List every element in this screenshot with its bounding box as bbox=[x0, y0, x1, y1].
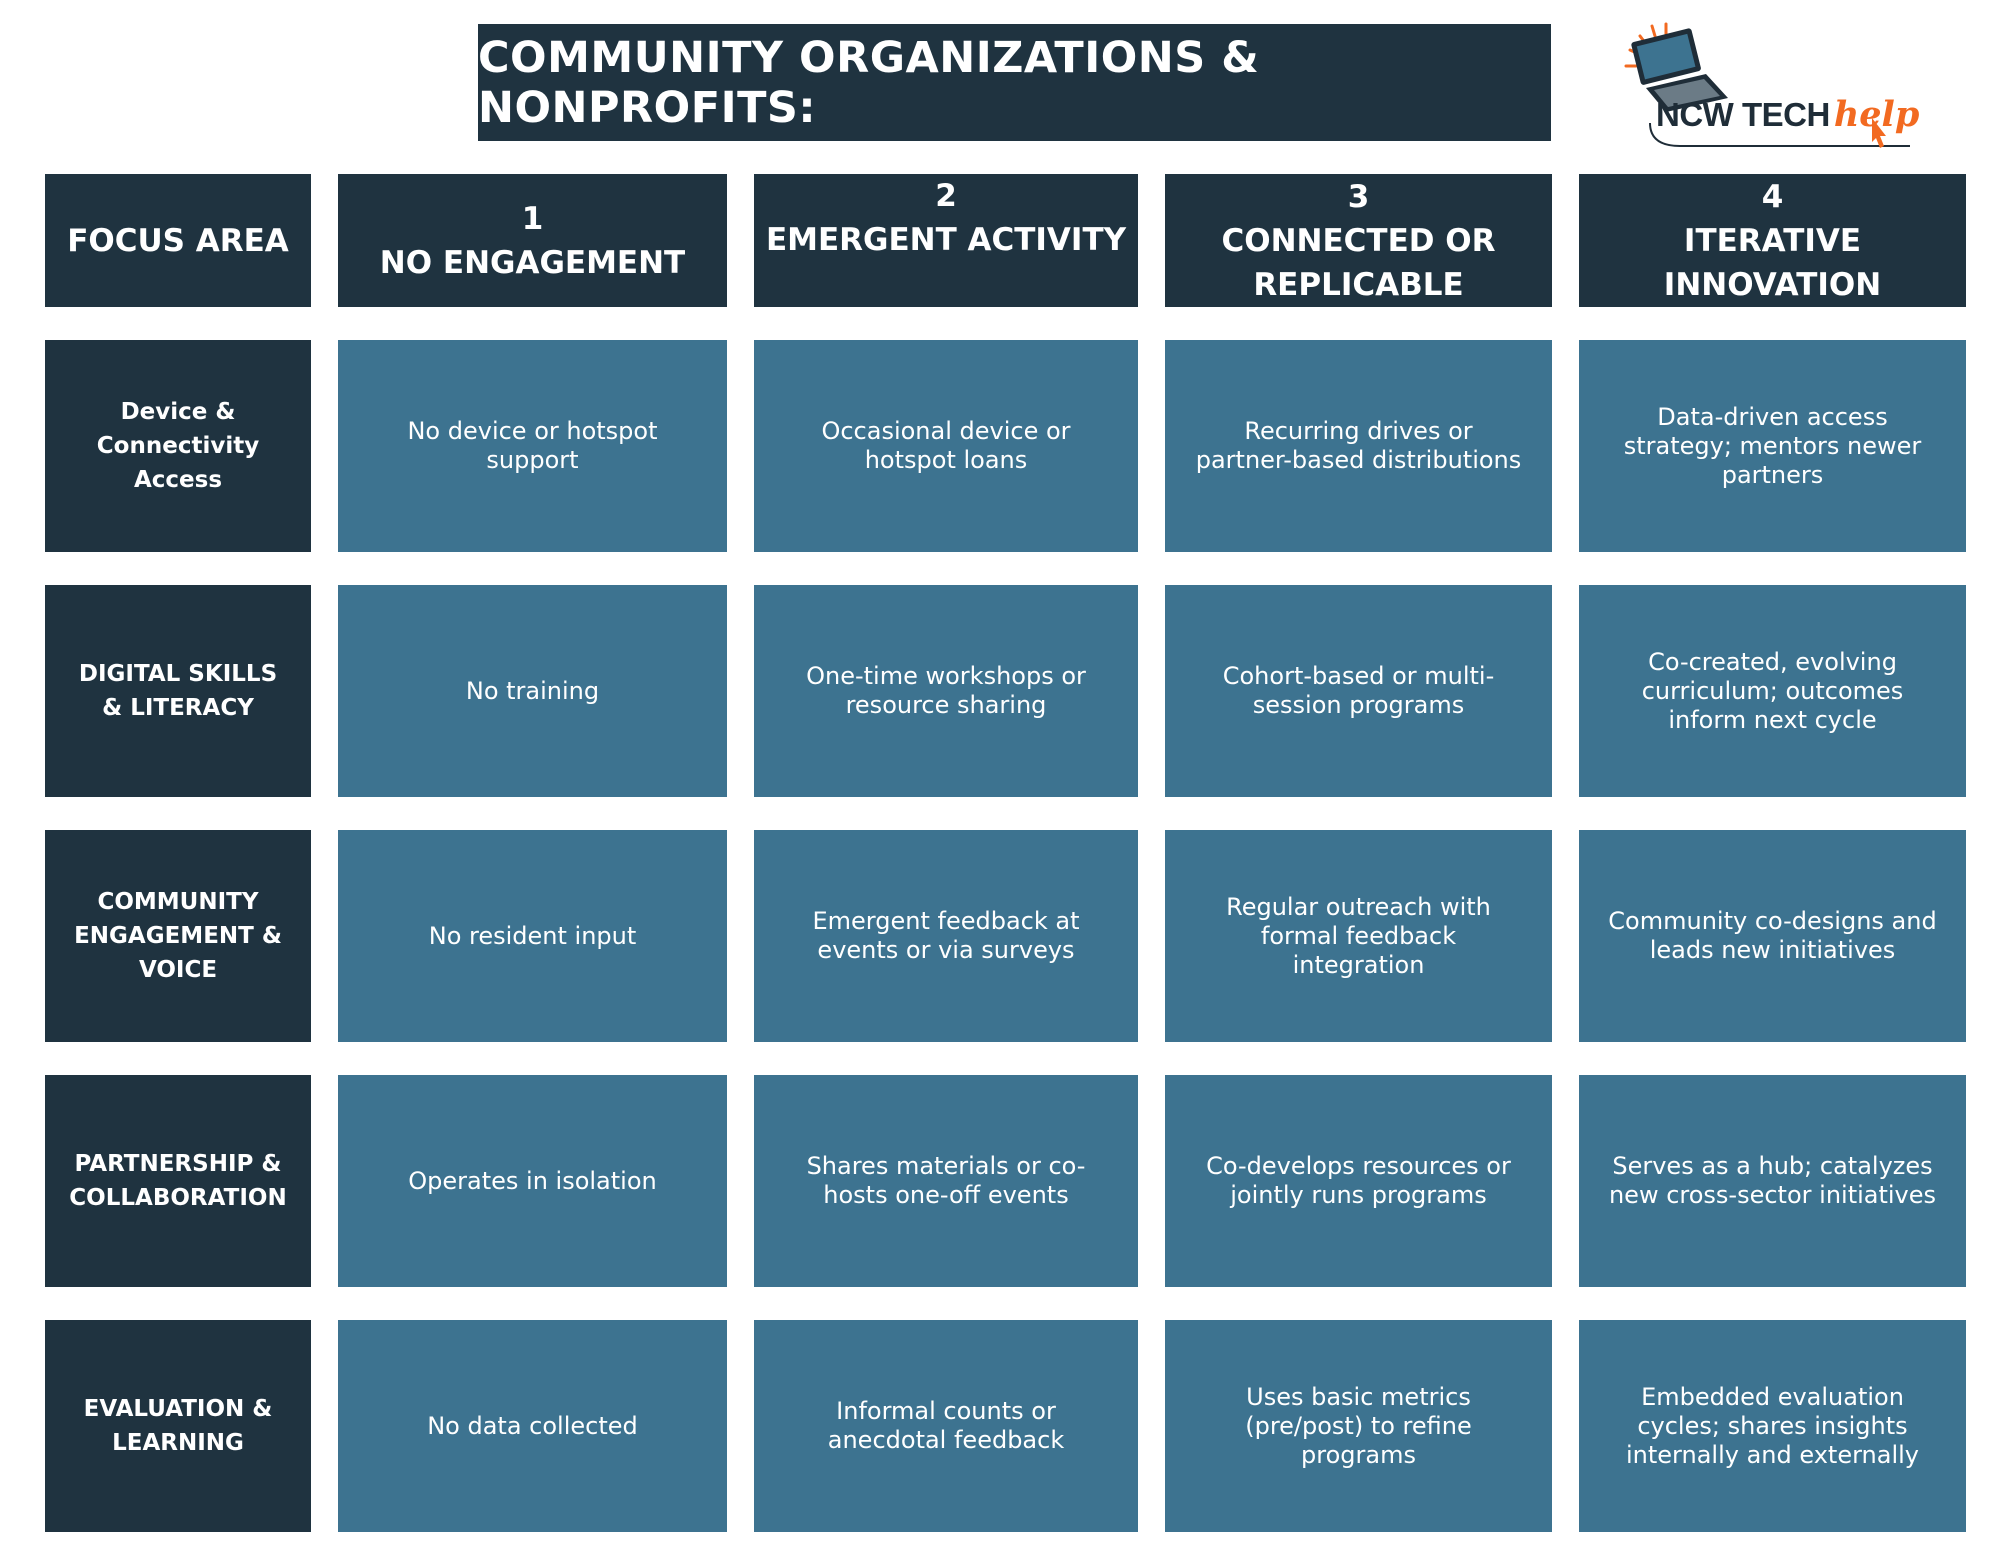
header-label: CONNECTED OR REPLICABLE bbox=[1221, 222, 1496, 303]
header-label: FOCUS AREA bbox=[67, 222, 289, 259]
header-number: 1 bbox=[521, 200, 544, 237]
matrix-cell: Co-develops resources or jointly runs programs bbox=[1165, 1075, 1552, 1287]
logo-text-main: NCW TECH bbox=[1656, 96, 1830, 133]
matrix-cell: No device or hotspot support bbox=[338, 340, 727, 552]
focus-area-cell: COMMUNITY ENGAGEMENT & VOICE bbox=[45, 830, 311, 1042]
matrix-cell: Co-created, evolving curriculum; outcomes inform next cycle bbox=[1579, 585, 1966, 797]
matrix-cell: Cohort-based or multi-session programs bbox=[1165, 585, 1552, 797]
header-level-4 bbox=[1579, 174, 1966, 307]
matrix-cell: No resident input bbox=[338, 830, 727, 1042]
matrix-cell: Recurring drives or partner-based distributions bbox=[1165, 340, 1552, 552]
matrix-cell: Community co-designs and leads new initiatives bbox=[1579, 830, 1966, 1042]
matrix-cell: Operates in isolation bbox=[338, 1075, 727, 1287]
maturity-matrix bbox=[45, 174, 1966, 1532]
focus-area-cell: PARTNERSHIP & COLLABORATION bbox=[45, 1075, 311, 1287]
logo-text-accent: help bbox=[1833, 94, 1920, 135]
matrix-cell: Emergent feedback at events or via surveys bbox=[754, 830, 1138, 1042]
matrix-cell: Embedded evaluation cycles; shares insights internally and externally bbox=[1579, 1320, 1966, 1532]
ncw-tech-help-logo bbox=[1610, 18, 1930, 148]
matrix-cell: Regular outreach with formal feedback integration bbox=[1165, 830, 1552, 1042]
header-number: 3 bbox=[1347, 178, 1370, 215]
focus-area-cell: DIGITAL SKILLS & LITERACY bbox=[45, 585, 311, 797]
header-number: 2 bbox=[935, 178, 957, 214]
matrix-cell: Data-driven access strategy; mentors newer partners bbox=[1579, 340, 1966, 552]
header-focus-area bbox=[45, 174, 311, 307]
header-level-1 bbox=[338, 174, 727, 307]
matrix-cell: Occasional device or hotspot loans bbox=[754, 340, 1138, 552]
focus-area-cell: EVALUATION & LEARNING bbox=[45, 1320, 311, 1532]
header-level-2 bbox=[754, 174, 1138, 307]
header-number: 4 bbox=[1761, 178, 1784, 215]
header-level-3 bbox=[1165, 174, 1552, 307]
matrix-cell: No training bbox=[338, 585, 727, 797]
page-title: COMMUNITY ORGANIZATIONS & NONPROFITS: bbox=[478, 24, 1551, 141]
matrix-cell: Uses basic metrics (pre/post) to refine programs bbox=[1165, 1320, 1552, 1532]
header-label: ITERATIVE INNOVATION bbox=[1663, 222, 1882, 303]
matrix-cell: Serves as a hub; catalyzes new cross-sector initiatives bbox=[1579, 1075, 1966, 1287]
focus-area-cell: Device & Connectivity Access bbox=[45, 340, 311, 552]
header-label: EMERGENT ACTIVITY bbox=[765, 222, 1127, 258]
matrix-cell: No data collected bbox=[338, 1320, 727, 1532]
matrix-cell: One-time workshops or resource sharing bbox=[754, 585, 1138, 797]
matrix-cell: Informal counts or anecdotal feedback bbox=[754, 1320, 1138, 1532]
matrix-cell: Shares materials or co-hosts one-off events bbox=[754, 1075, 1138, 1287]
header-label: NO ENGAGEMENT bbox=[379, 244, 686, 281]
